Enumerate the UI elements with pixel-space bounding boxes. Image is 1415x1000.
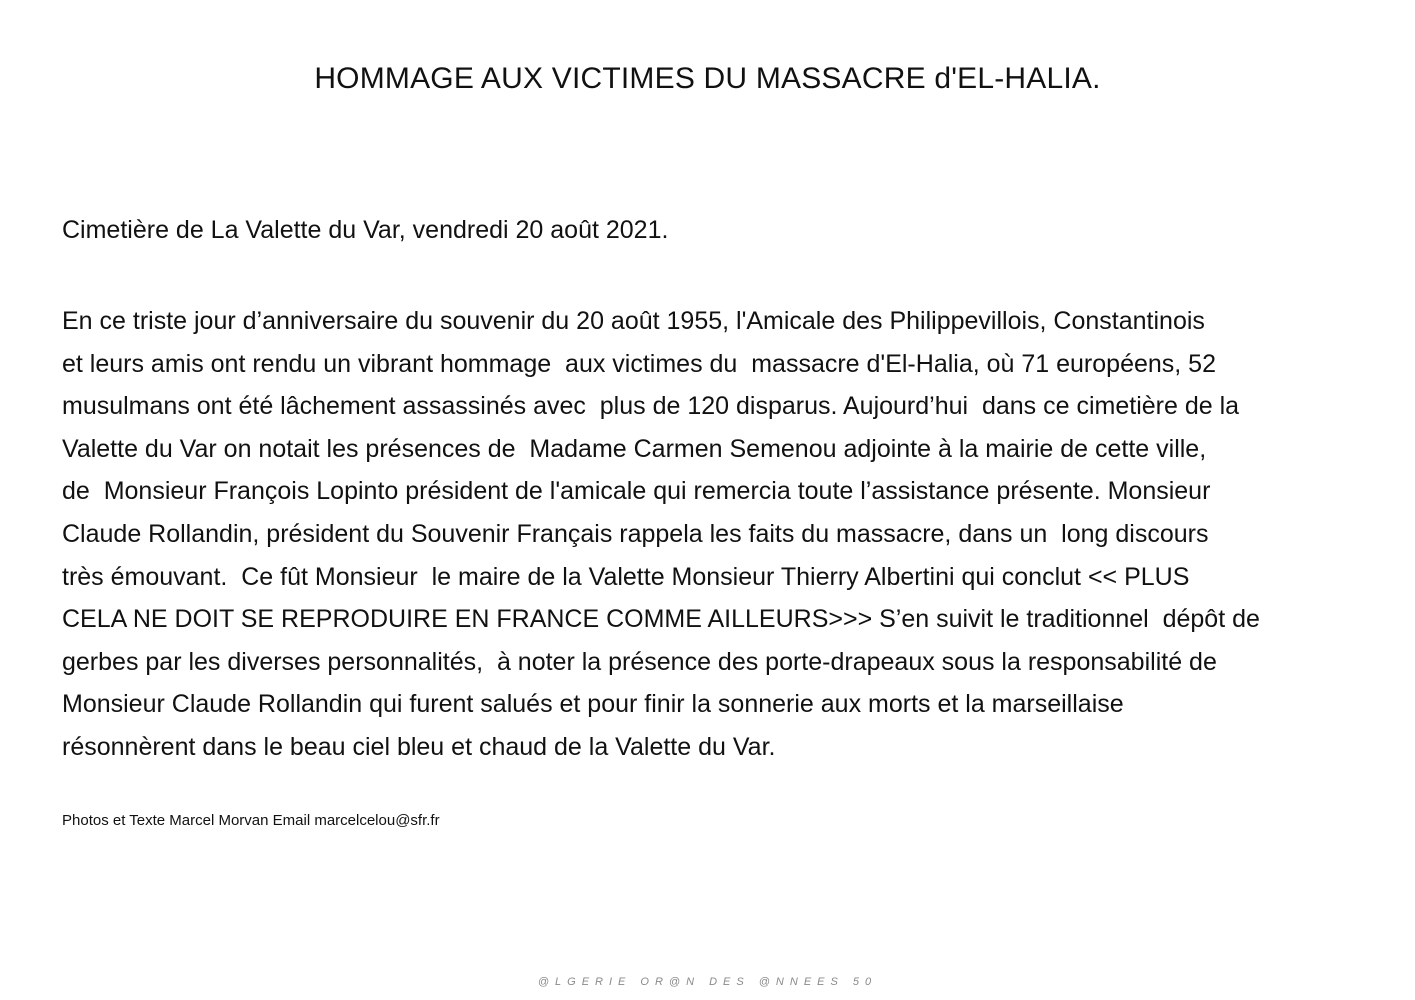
photo-credit: Photos et Texte Marcel Morvan Email marcelcelou@sfr.fr xyxy=(62,812,440,829)
body-line: résonnèrent dans le beau ciel bleu et chaud de la Valette du Var. xyxy=(62,732,776,761)
body-line: gerbes par les diverses personnalités, à noter la présence des porte-drapeaux sous la responsabilité de xyxy=(62,647,1217,676)
body-line: et leurs amis ont rendu un vibrant hommage aux victimes du massacre d'El-Halia, où 71 européens, 52 xyxy=(62,349,1216,378)
page-title: HOMMAGE AUX VICTIMES DU MASSACRE d'EL-HALIA. xyxy=(314,62,1101,95)
footer-watermark: @LGERIE OR@N DES @NNEES 50 xyxy=(537,976,878,988)
body-line: En ce triste jour d’anniversaire du souvenir du 20 août 1955, l'Amicale des Philippevillois, Constantinois xyxy=(62,307,1205,335)
body-line: CELA NE DOIT SE REPRODUIRE EN FRANCE COMME AILLEURS>>> S’en suivit le traditionnel dépôt de xyxy=(62,605,1260,634)
body-line: musulmans ont été lâchement assassinés avec plus de 120 disparus. Aujourd’hui dans ce cimetière de la xyxy=(62,392,1240,421)
dateline: Cimetière de La Valette du Var, vendredi 20 août 2021. xyxy=(62,216,669,244)
body-line: de Monsieur François Lopinto président de l'amicale qui remercia toute l’assistance présente. Monsieur xyxy=(62,477,1211,506)
body-line: Claude Rollandin, président du Souvenir Français rappela les faits du massacre, dans un long discours xyxy=(62,519,1209,548)
body-line: Valette du Var on notait les présences de Madame Carmen Semenou adjointe à la mairie de cette ville, xyxy=(62,434,1207,463)
body-line: Monsieur Claude Rollandin qui furent salués et pour finir la sonnerie aux morts et la marseillaise xyxy=(62,690,1124,719)
article-body xyxy=(62,300,1362,769)
body-line: très émouvant. Ce fût Monsieur le maire de la Valette Monsieur Thierry Albertini qui conclut << PLUS xyxy=(62,562,1190,591)
